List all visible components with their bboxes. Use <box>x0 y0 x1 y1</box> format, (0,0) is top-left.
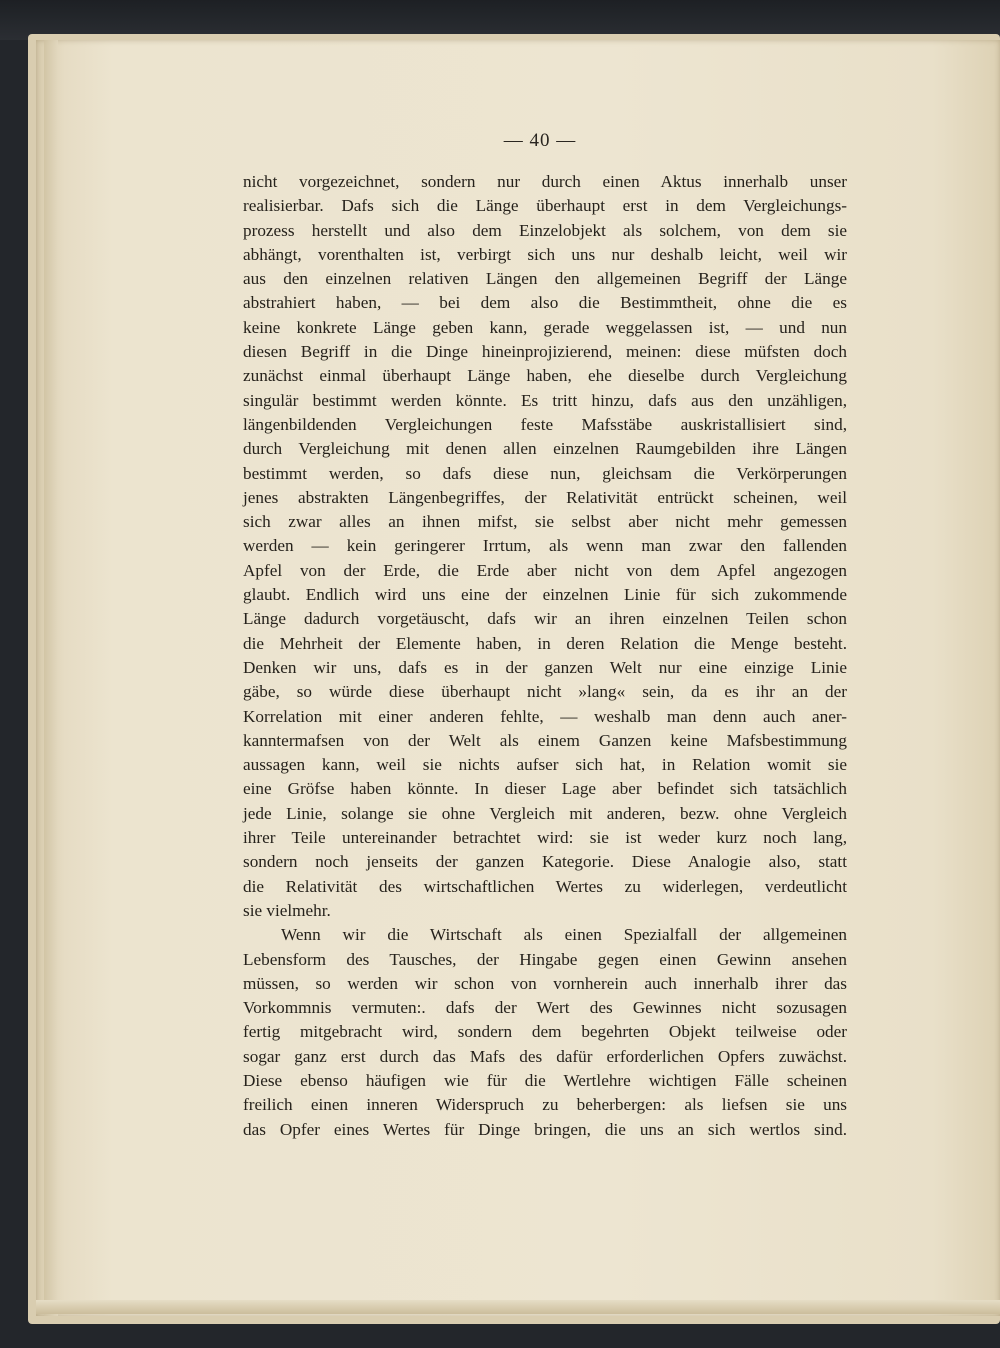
text-line: bestimmt werden, so dafs diese nun, gleichsam die Verkörperungen <box>243 463 847 483</box>
text-line: sich zwar alles an ihnen mifst, sie selbst aber nicht mehr gemessen <box>243 512 847 532</box>
text-line: aus den einzelnen relativen Längen den allgemeinen Begriff der Länge <box>243 269 847 289</box>
text-line: Korrelation mit einer anderen fehlte, — weshalb man denn auch aner- <box>243 706 847 726</box>
text-line: singulär bestimmt werden könnte. Es tritt hinzu, dafs aus den unzähligen, <box>243 390 847 410</box>
text-line: realisierbar. Dafs sich die Länge überhaupt erst in dem Vergleichungs- <box>243 196 847 216</box>
text-line: durch Vergleichung mit denen allen einzelnen Raumgebilden ihre Längen <box>243 439 847 459</box>
text-line: nicht vorgezeichnet, sondern nur durch einen Aktus innerhalb unser <box>243 172 847 191</box>
page-edge-bottom <box>36 1300 1000 1314</box>
text-line: werden — kein geringerer Irrtum, als wenn man zwar den fallenden <box>243 536 847 556</box>
text-line: abhängt, vorenthalten ist, verbirgt sich uns nur deshalb leicht, weil wir <box>243 244 847 264</box>
text-line: fertig mitgebracht wird, sondern dem begehrten Objekt teilweise oder <box>243 1022 847 1042</box>
text-line: kanntermafsen von der Welt als einem Ganzen keine Mafsbestimmung <box>243 730 847 750</box>
text-line: müssen, so werden wir schon von vornherein auch innerhalb ihrer das <box>243 973 847 993</box>
text-line: die Mehrheit der Elemente haben, in deren Relation die Menge besteht. <box>243 633 847 653</box>
paragraph-end-line: sie vielmehr. <box>243 900 331 920</box>
text-line: gäbe, so würde diese überhaupt nicht »lang« sein, da es ihr an der <box>243 682 847 702</box>
text-line: sogar ganz erst durch das Mafs des dafür erforderlichen Opfers zuwächst. <box>243 1046 847 1066</box>
paragraph-start-line: Wenn wir die Wirtschaft als einen Spezialfall der allgemeinen <box>281 925 847 945</box>
text-line: die Relativität des wirtschaftlichen Wertes zu widerlegen, verdeutlicht <box>243 876 847 896</box>
text-line: aussagen kann, weil sie nichts aufser sich hat, in Relation womit sie <box>243 755 847 775</box>
text-line: diesen Begriff in die Dinge hineinprojizierend, meinen: diese müfsten doch <box>243 342 847 362</box>
text-line: eine Gröfse haben könnte. In dieser Lage aber befindet sich tatsächlich <box>243 779 847 799</box>
text-line: jenes abstrakten Längenbegriffes, der Relativität entrückt scheinen, weil <box>243 487 847 507</box>
body-text <box>243 170 847 1142</box>
text-line: keine konkrete Länge geben kann, gerade weggelassen ist, — und nun <box>243 317 847 337</box>
text-line: das Opfer eines Wertes für Dinge bringen, die uns an sich wertlos sind. <box>243 1119 847 1139</box>
text-line: Länge dadurch vorgetäuscht, dafs wir an ihren einzelnen Teilen schon <box>243 609 847 629</box>
text-line: Vorkommnis vermuten:. dafs der Wert des Gewinnes nicht sozusagen <box>243 998 847 1018</box>
page-number: — 40 — <box>503 130 577 151</box>
text-line: freilich einen inneren Widerspruch zu beherbergen: als liefsen sie uns <box>243 1095 847 1115</box>
text-line: abstrahiert haben, — bei dem also die Bestimmtheit, ohne die es <box>243 293 847 313</box>
text-line: längenbildenden Vergleichungen feste Mafsstäbe auskristallisiert sind, <box>243 414 847 434</box>
text-line: prozess herstellt und also dem Einzelobjekt als solchem, von dem sie <box>243 220 847 240</box>
text-line: zunächst einmal überhaupt Länge haben, ehe dieselbe durch Vergleichung <box>243 366 847 386</box>
text-line: glaubt. Endlich wird uns eine der einzelnen Linie für sich zukommende <box>243 585 847 605</box>
text-line: Lebensform des Tausches, der Hingabe gegen einen Gewinn ansehen <box>243 949 847 969</box>
text-line: sondern noch jenseits der ganzen Kategorie. Diese Analogie also, statt <box>243 852 847 872</box>
text-line: jede Linie, solange sie ohne Vergleich mit anderen, bezw. ohne Vergleich <box>243 803 847 823</box>
page-edge-left <box>44 40 58 1316</box>
text-line: Diese ebenso häufigen wie für die Wertlehre wichtigen Fälle scheinen <box>243 1070 847 1090</box>
text-line: Denken wir uns, dafs es in der ganzen Welt nur eine einzige Linie <box>243 657 847 677</box>
text-line: Apfel von der Erde, die Erde aber nicht von dem Apfel angezogen <box>243 560 847 580</box>
text-line: ihrer Teile untereinander betrachtet wird: sie ist weder kurz noch lang, <box>243 828 847 848</box>
